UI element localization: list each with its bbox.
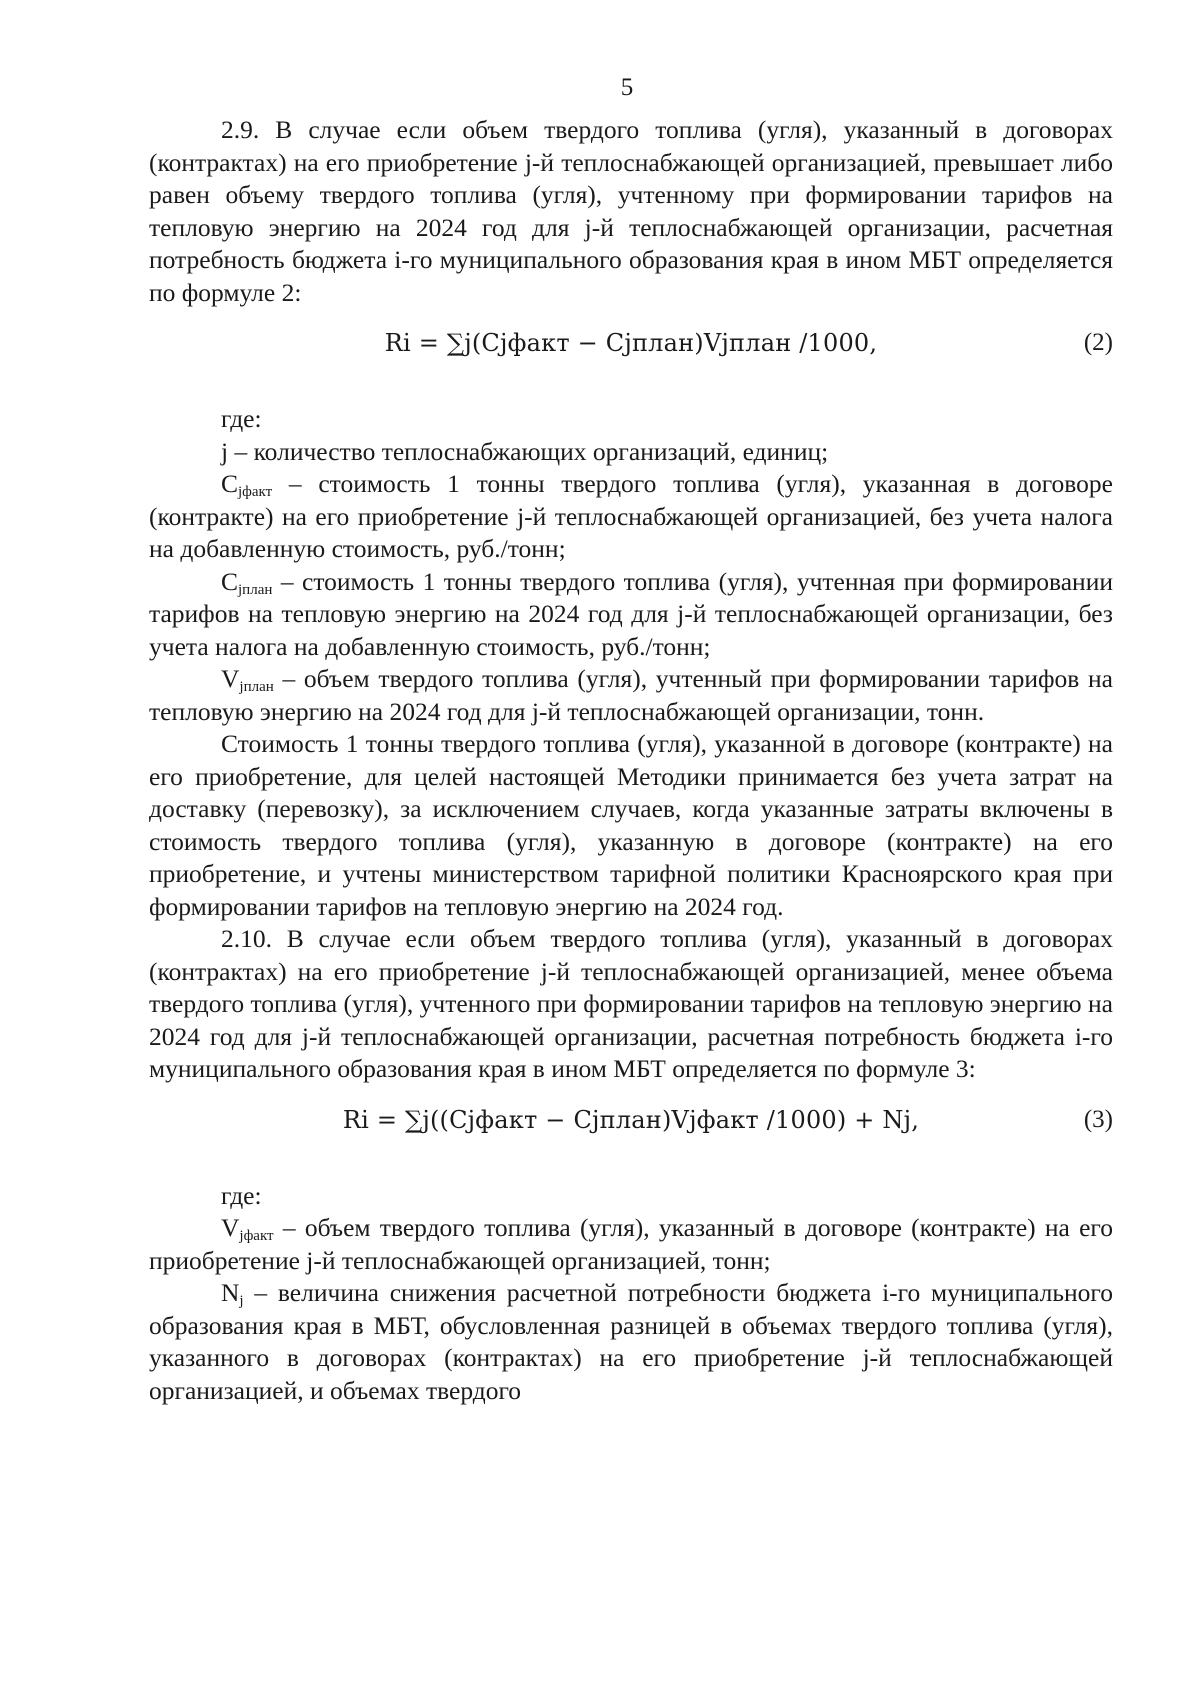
definition-j: j – количество теплоснабжающих организаций, единиц;: [221, 436, 829, 466]
subscript-c-fact: jфакт: [238, 484, 273, 500]
where-label-1: где:: [221, 404, 262, 433]
paragraph-2-10: 2.10. В случае если объем твердого топлива (угля), указанный в договорах (контрактах) на его приобретение j-й теплоснабжающей организацией, менее объема твердого топлива (угля), учтенного при формировании тарифов на тепловую энергию на 2024 год для j-й теплоснабжающей организации, расчетная потребность бюджета i-го муниципального образования края в ином МБТ определяется по формуле 3:: [149, 924, 1113, 1083]
formula-3: Ri = ∑j((Cjфакт − Cjплан)Vjфакт /1000) + Nj,: [342, 1105, 920, 1134]
symbol-c-plan: C: [221, 566, 239, 596]
subscript-n: j: [239, 1293, 244, 1309]
formula-2-number: (2): [1083, 329, 1113, 356]
formula-3-number: (3): [1083, 1105, 1113, 1133]
definition-n-text: – величина снижения расчетной потребности бюджета i-го муниципального образования края в МБТ, обусловленная разницей в объемах твердого топлива (угля), указанного в договорах (контрактах) на его приобретение j-й теплоснабжающей организацией, и объемах твердого: [149, 1278, 1113, 1405]
symbol-c-fact: C: [221, 469, 239, 498]
symbol-v-plan: V: [221, 664, 240, 693]
formula-2: Ri = ∑j(Cjфакт − Cjплан)Vjплан /1000,: [384, 329, 878, 357]
where-label-2: где:: [221, 1180, 262, 1210]
formula-2-row: [149, 309, 1113, 385]
subscript-v-fact: jфакт: [239, 1228, 274, 1244]
definition-v-fact-text: – объем твердого топлива (угля), указанный в договоре (контракте) на его приобретение j-й теплоснабжающей организацией, тонн;: [149, 1213, 1113, 1275]
definition-c-plan: [149, 566, 1113, 664]
definition-v-plan-text: – объем твердого топлива (угля), учтенный при формировании тарифов на тепловую энергию на 2024 год для j-й теплоснабжающей организации, тонн.: [149, 664, 1113, 726]
definition-v-plan: [149, 663, 1113, 728]
page-number: 5: [620, 74, 634, 101]
symbol-n: N: [221, 1278, 240, 1307]
symbol-v-fact: V: [221, 1213, 240, 1242]
subscript-c-plan: jплан: [238, 581, 273, 598]
definition-v-fact: [149, 1212, 1113, 1277]
document-body: [149, 114, 1113, 1407]
definition-c-plan-text: – стоимость 1 тонны твердого топлива (угля), учтенная при формировании тарифов на тепловую энергию на 2024 год для j-й теплоснабжающей организации, без учета налога на добавленную стоимость, руб./тонн;: [149, 566, 1113, 661]
paragraph-2-9: 2.9. В случае если объем твердого топлива (угля), указанный в договорах (контрактах) на его приобретение j-й теплоснабжающей организацией, превышает либо равен объему твердого топлива (угля), учтенному при формировании тарифов на тепловую энергию на 2024 год для j-й теплоснабжающей организации, расчетная потребность бюджета i-го муниципального образования края в ином МБТ определяется по формуле 2:: [149, 115, 1113, 307]
definition-c-fact-text: – стоимость 1 тонны твердого топлива (угля), указанная в договоре (контракте) на его приобретение j-й теплоснабжающей организацией, без учета налога на добавленную стоимость, руб./тонн;: [149, 469, 1113, 563]
paragraph-cost: Стоимость 1 тонны твердого топлива (угля), указанной в договоре (контракте) на его приобретение, для целей настоящей Методики принимается без учета затрат на доставку (перевозку), за исключением случаев, когда указанные затраты включены в стоимость твердого топлива (угля), указанную в договоре (контракте) на его приобретение, и учтены министерством тарифной политики Красноярского края при формировании тарифов на тепловую энергию на 2024 год.: [149, 729, 1113, 921]
subscript-v-plan: jплан: [239, 679, 274, 695]
definition-c-fact: [149, 468, 1113, 566]
formula-3-row: [149, 1086, 1113, 1162]
definition-n: [149, 1277, 1113, 1407]
